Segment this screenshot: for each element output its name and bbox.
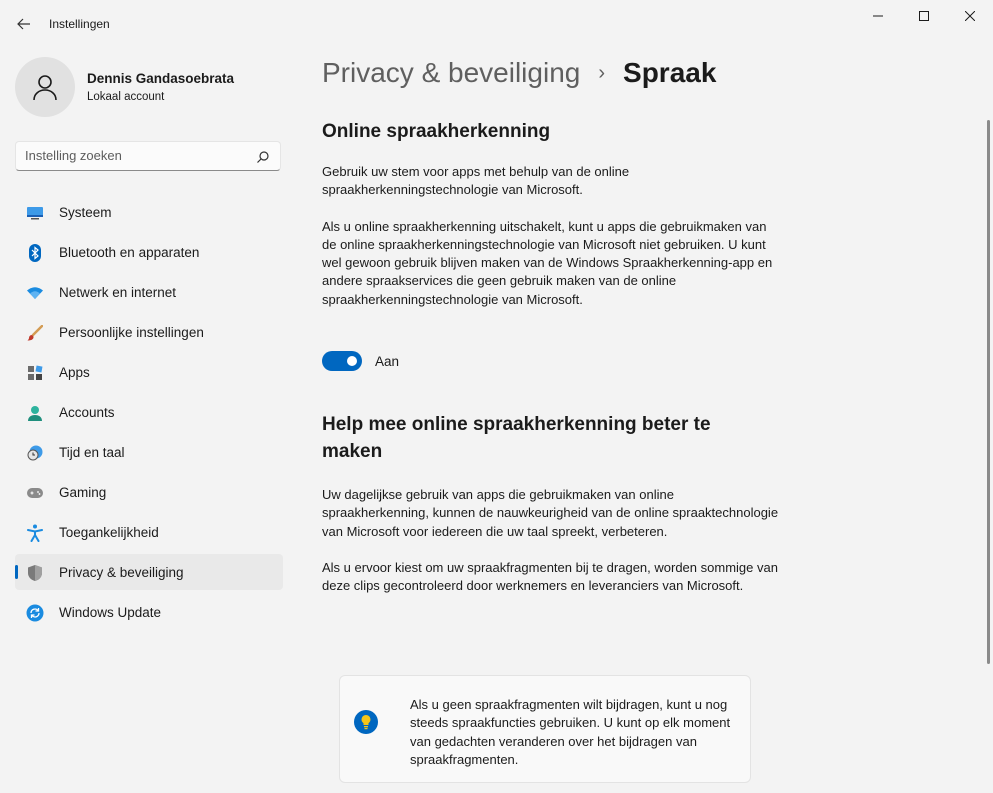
accessibility-icon bbox=[26, 524, 44, 542]
selection-indicator bbox=[15, 565, 18, 579]
sidebar-item-label: Toegankelijkheid bbox=[59, 525, 159, 540]
sidebar-item-systeem[interactable] bbox=[15, 194, 283, 230]
toggle-state-label: Aan bbox=[375, 353, 400, 369]
sidebar-item-label: Systeem bbox=[59, 205, 112, 220]
sidebar-item-label: Persoonlijke instellingen bbox=[59, 325, 204, 340]
online-speech-warning: Als u online spraakherkenning uitschakelt, kunt u apps die gebruikmaken van de online spraakherkenningstechnologie van Microsoft niet gebruiken. U kunt wel gewoon gebruik blijven maken van de Windows Spraakherkenning-app en andere spraakservices die geen gebruik maken van de online spraakherkenningstechnologie van Microsoft. bbox=[322, 218, 773, 307]
person-icon bbox=[30, 72, 60, 102]
system-icon bbox=[26, 204, 44, 222]
user-profile[interactable] bbox=[15, 57, 285, 117]
title-bar bbox=[0, 0, 993, 48]
search-box[interactable] bbox=[15, 141, 281, 171]
windows-update-icon bbox=[26, 604, 44, 622]
chevron-right-icon: › bbox=[598, 61, 606, 84]
sidebar-item-label: Windows Update bbox=[59, 605, 162, 620]
help-improve-description: Uw dagelijkse gebruik van apps die gebruikmaken van online spraakherkenning, kunnen de nauwkeurigheid van de online spraaktechnologie van Microsoft voor iedereen die uw taal spreekt, verbeteren. bbox=[322, 487, 779, 539]
sidebar-item-label: Bluetooth en apparaten bbox=[59, 245, 200, 260]
section-heading-help-improve: Help mee online spraakherkenning beter te maken bbox=[322, 414, 711, 462]
close-button[interactable] bbox=[947, 0, 993, 32]
online-speech-description: Gebruik uw stem voor apps met behulp van de online spraakherkenningstechnologie van Microsoft. bbox=[322, 164, 630, 198]
account-type: Lokaal account bbox=[87, 91, 165, 103]
gaming-icon bbox=[26, 484, 44, 502]
sidebar-item-bluetooth[interactable] bbox=[15, 234, 283, 270]
online-speech-toggle[interactable] bbox=[322, 351, 362, 371]
sidebar-item-gaming[interactable] bbox=[15, 474, 283, 510]
minimize-button[interactable] bbox=[855, 0, 901, 32]
sidebar-item-apps[interactable] bbox=[15, 354, 283, 390]
sidebar-item-windows-update[interactable] bbox=[15, 594, 283, 630]
scrollbar[interactable] bbox=[987, 120, 990, 664]
shield-icon bbox=[26, 564, 44, 582]
maximize-button[interactable] bbox=[901, 0, 947, 32]
apps-icon bbox=[26, 364, 44, 382]
app-title: Instellingen bbox=[49, 17, 110, 31]
toggle-knob bbox=[347, 356, 357, 366]
online-speech-toggle-row bbox=[322, 351, 399, 371]
search-icon[interactable] bbox=[256, 150, 270, 164]
brush-icon bbox=[26, 324, 44, 342]
section-heading-online-speech: Online spraakherkenning bbox=[322, 121, 551, 142]
sidebar-item-label: Privacy & beveiliging bbox=[59, 565, 184, 580]
info-card bbox=[339, 675, 751, 783]
wifi-icon bbox=[26, 284, 44, 302]
sidebar-item-label: Netwerk en internet bbox=[59, 285, 177, 300]
page-title: Spraak bbox=[623, 57, 717, 88]
sidebar-item-label: Apps bbox=[59, 365, 90, 380]
sidebar-item-label: Accounts bbox=[59, 405, 115, 420]
maximize-icon bbox=[919, 11, 929, 21]
sidebar-item-tijd-taal[interactable] bbox=[15, 434, 283, 470]
time-language-icon bbox=[26, 444, 44, 462]
sidebar-item-persoonlijk[interactable] bbox=[15, 314, 283, 350]
back-button[interactable] bbox=[12, 10, 36, 38]
minimize-icon bbox=[873, 11, 883, 21]
close-icon bbox=[965, 11, 975, 21]
main-content bbox=[322, 118, 782, 309]
sidebar-item-accounts[interactable] bbox=[15, 394, 283, 430]
bluetooth-icon bbox=[26, 244, 44, 262]
user-name: Dennis Gandasoebrata bbox=[87, 71, 235, 86]
help-improve-review-notice: Als u ervoor kiest om uw spraakfragmenten bij te dragen, worden sommige van deze clips gecontroleerd door werknemers en leveranciers van Microsoft. bbox=[322, 559, 778, 594]
sidebar-item-label: Gaming bbox=[59, 485, 107, 500]
breadcrumb bbox=[322, 57, 716, 89]
lightbulb-icon bbox=[354, 710, 378, 734]
sidebar-nav bbox=[15, 194, 283, 634]
sidebar-item-netwerk[interactable] bbox=[15, 274, 283, 310]
help-improve-section bbox=[322, 411, 782, 595]
info-card-text: Als u geen spraakfragmenten wilt bijdragen, kunt u nog steeds spraakfuncties gebruiken. U kunt op elk moment van gedachten veranderen over het bijdragen van spraakfragmenten. bbox=[410, 697, 731, 767]
sidebar-item-label: Tijd en taal bbox=[59, 445, 125, 460]
sidebar-item-privacy[interactable] bbox=[15, 554, 283, 590]
avatar bbox=[15, 57, 75, 117]
sidebar-item-toegankelijkheid[interactable] bbox=[15, 514, 283, 550]
breadcrumb-parent-link[interactable]: Privacy & beveiliging bbox=[322, 57, 581, 88]
search-input[interactable] bbox=[25, 148, 245, 163]
accounts-icon bbox=[26, 404, 44, 422]
back-arrow-icon bbox=[17, 18, 31, 30]
